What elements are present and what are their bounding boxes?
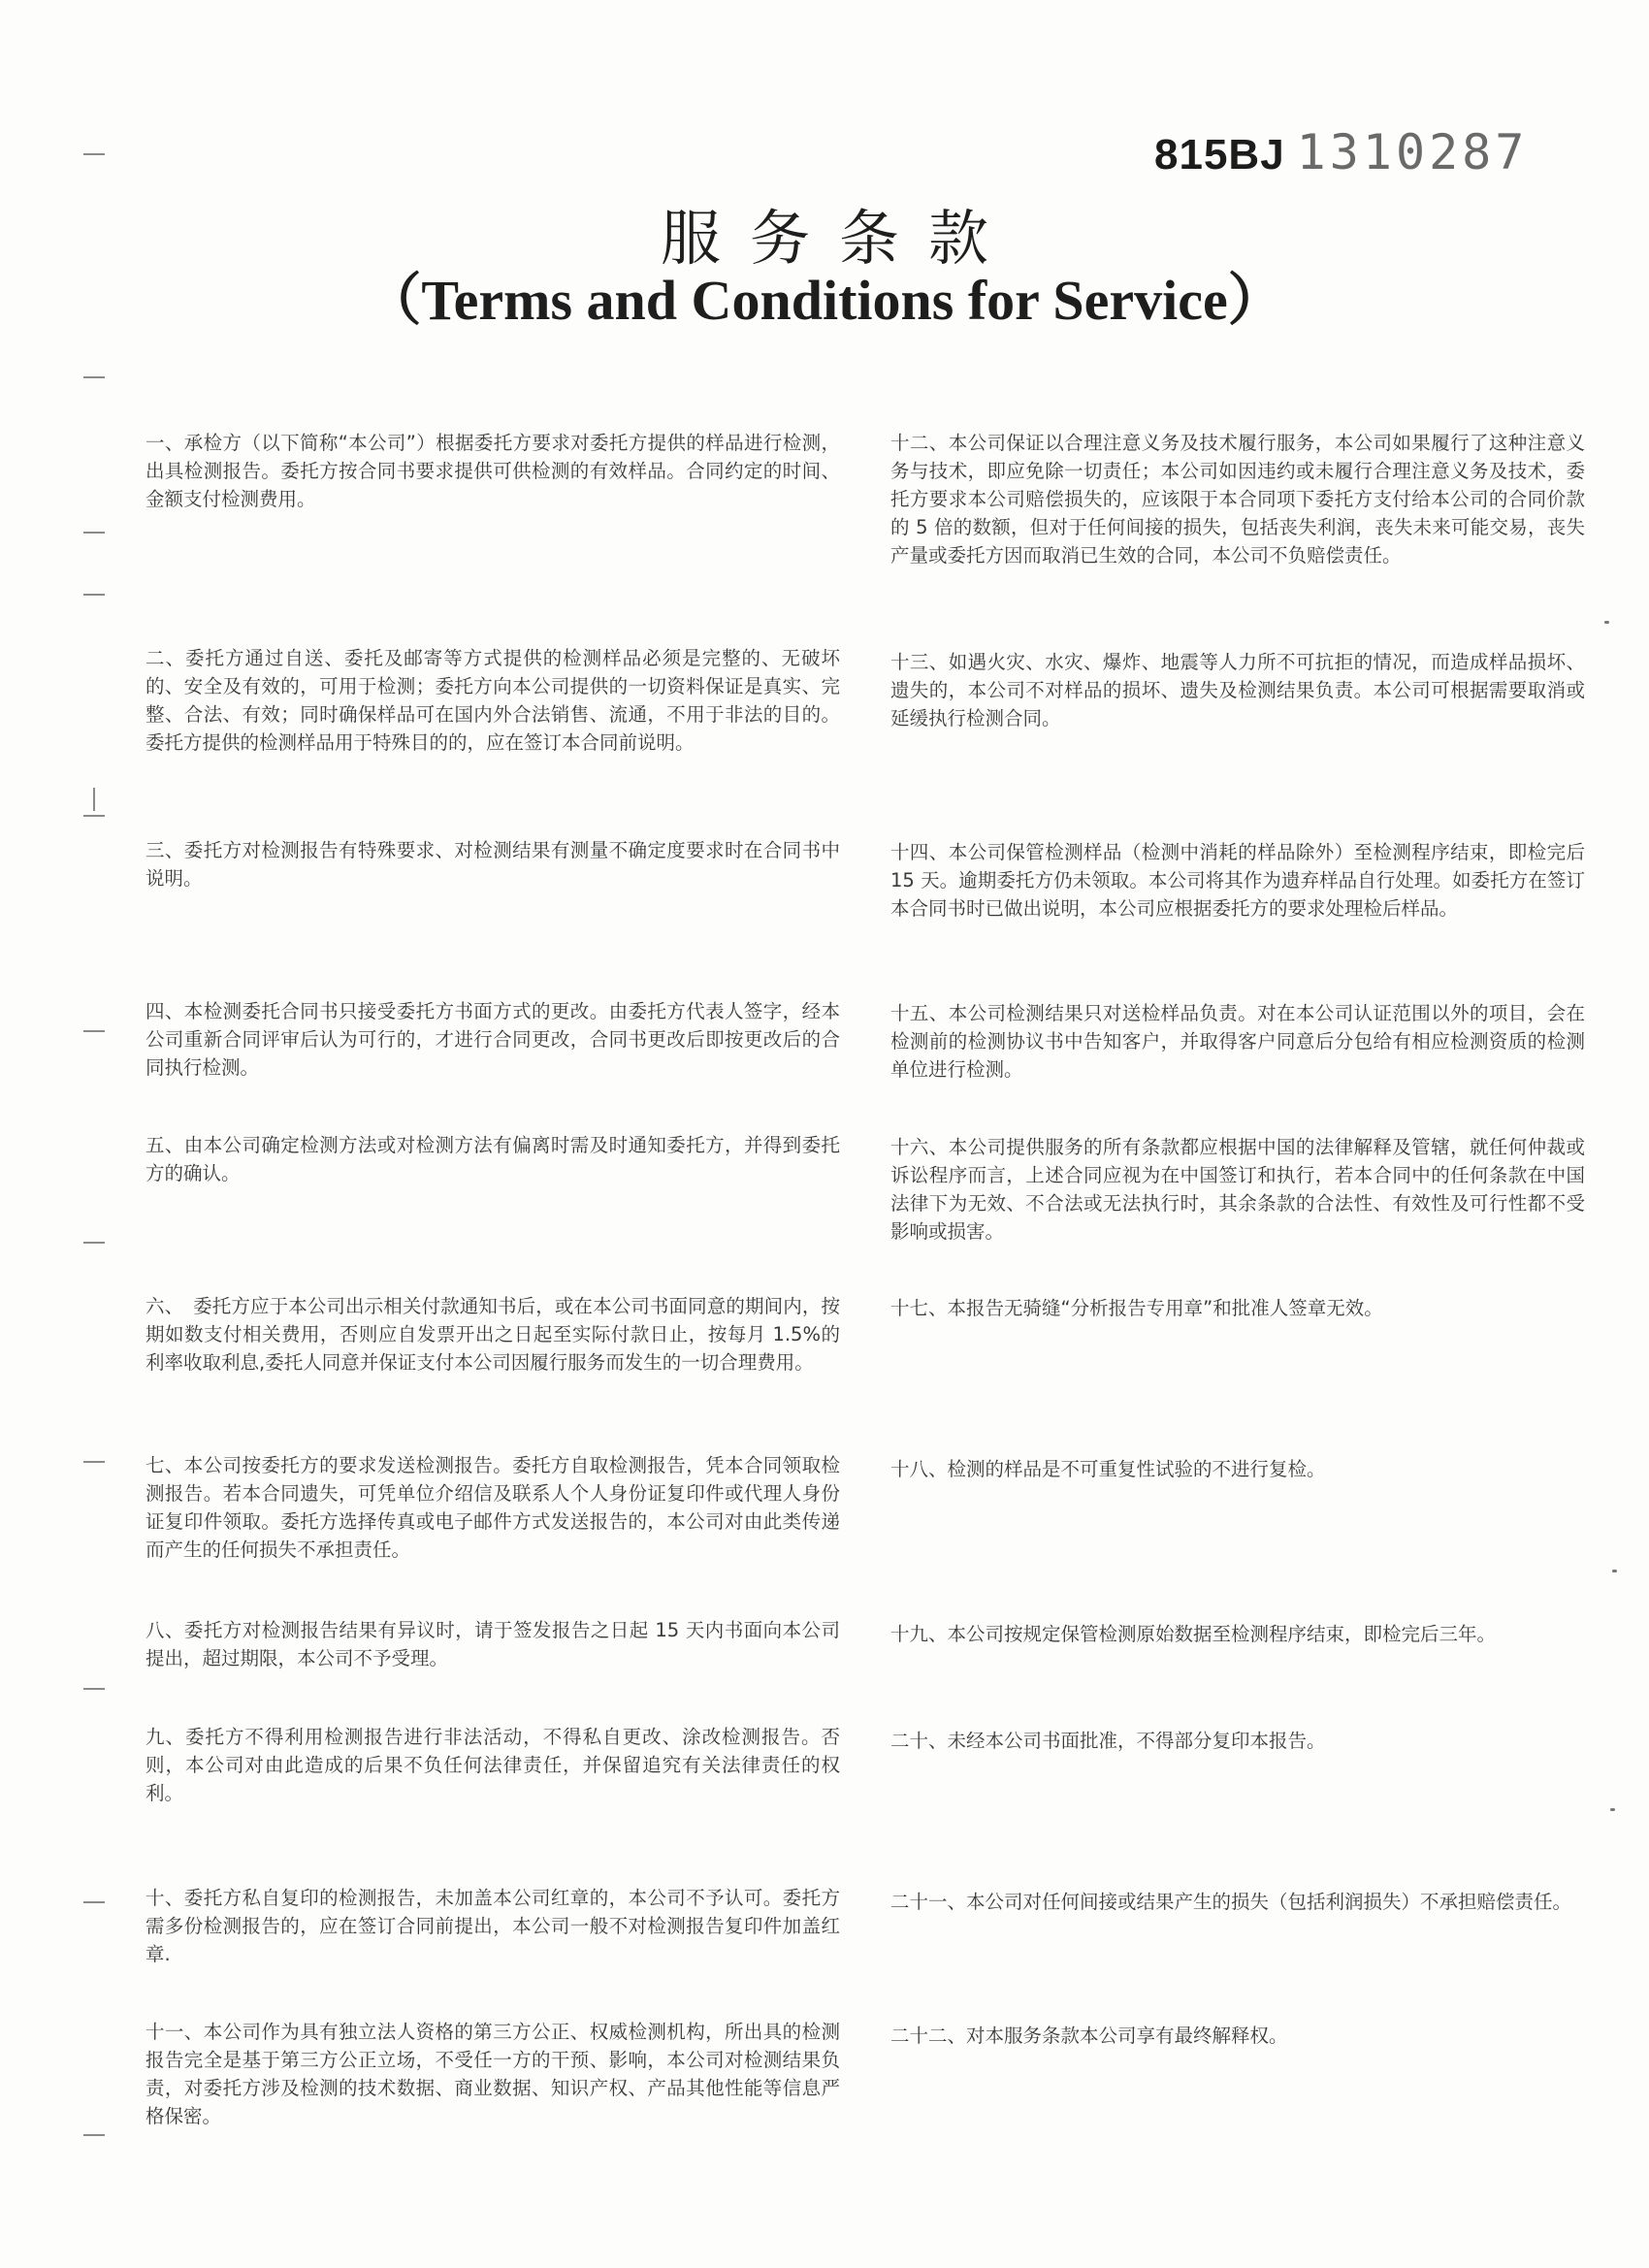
- clause-17: 十七、本报告无骑缝“分析报告专用章”和批准人签章无效。: [890, 1297, 1383, 1319]
- scan-mark: [83, 153, 105, 155]
- clause-8: 八、委托方对检测报告结果有异议时，请于签发报告之日起 15 天内书面向本公司提出，超过期限，本公司不予受理。: [146, 1619, 840, 1669]
- scan-mark: [83, 1901, 105, 1903]
- clause-9: 九、委托方不得利用检测报告进行非法活动，不得私自更改、涂改检测报告。否则，本公司对由此造成的后果不负任何法律责任，并保留追究有关法律责任的权利。: [146, 1726, 840, 1804]
- clause-7: 七、本公司按委托方的要求发送检测报告。委托方自取检测报告，凭本合同领取检测报告。若本合同遗失，可凭单位介绍信及联系人个人身份证复印件或代理人身份证复印件领取。委托方选择传真或电子邮件方式发送报告的，本公司对由此类传递而产生的任何损失不承担责任。: [146, 1454, 840, 1561]
- page-title-english: （Terms and Conditions for Service）: [365, 269, 1284, 332]
- clause-5: 五、由本公司确定检测方法或对检测方法有偏离时需及时通知委托方，并得到委托方的确认。: [146, 1134, 840, 1184]
- clause-10: 十、委托方私自复印的检测报告，未加盖本公司红章的，本公司不予认可。委托方需多份检测报告的，应在签订合同前提出，本公司一般不对检测报告复印件加盖红章.: [146, 1887, 840, 1965]
- document-number-serial: 1310287: [1296, 124, 1529, 180]
- clause-2: 二、委托方通过自送、委托及邮寄等方式提供的检测样品必须是完整的、无破坏的、安全及有效的，可用于检测；委托方向本公司提供的一切资料保证是真实、完整、合法、有效；同时确保样品可在国内外合法销售、流通，不用于非法的目的。委托方提供的检测样品用于特殊目的的，应在签订本合同前说明。: [146, 647, 840, 754]
- clause-18: 十八、检测的样品是不可重复性试验的不进行复检。: [890, 1458, 1326, 1480]
- scan-speck: [1610, 1808, 1615, 1811]
- document-number: [1154, 124, 1528, 180]
- clause-22: 二十二、对本服务条款本公司享有最终解释权。: [890, 2025, 1288, 2047]
- clause-21: 二十一、本公司对任何间接或结果产生的损失（包括利润损失）不承担赔偿责任。: [890, 1891, 1572, 1913]
- clause-11: 十一、本公司作为具有独立法人资格的第三方公正、权威检测机构，所出具的检测报告完全是基于第三方公正立场，不受任一方的干预、影响，本公司对检测结果负责，对委托方涉及检测的技术数据、商业数据、知识产权、产品其他性能等信息严格保密。: [146, 2021, 840, 2127]
- clause-19: 十九、本公司按规定保管检测原始数据至检测程序结束，即检完后三年。: [890, 1623, 1497, 1645]
- scan-mark: [83, 1242, 105, 1244]
- scan-speck: [1604, 621, 1609, 624]
- scan-mark: [93, 788, 95, 811]
- clause-15: 十五、本公司检测结果只对送检样品负责。对在本公司认证范围以外的项目，会在检测前的检测协议书中告知客户，并取得客户同意后分包给有相应检测资质的检测单位进行检测。: [890, 1002, 1585, 1081]
- clause-1: 一、承检方（以下简称“本公司”）根据委托方要求对委托方提供的样品进行检测，出具检测报告。委托方按合同书要求提供可供检测的有效样品。合同约定的时间、金额支付检测费用。: [146, 432, 840, 510]
- scan-mark: [83, 1688, 105, 1690]
- document-number-prefix: 815BJ: [1154, 131, 1285, 178]
- clause-16: 十六、本公司提供服务的所有条款都应根据中国的法律解释及管辖，就任何仲裁或诉讼程序而言，上述合同应视为在中国签订和执行，若本合同中的任何条款在中国法律下为无效、不合法或无法执行时，其余条款的合法性、有效性及可行性都不受影响或损害。: [890, 1136, 1585, 1243]
- clause-4: 四、本检测委托合同书只接受委托方书面方式的更改。由委托方代表人签字，经本公司重新合同评审后认为可行的，才进行合同更改，合同书更改后即按更改后的合同执行检测。: [146, 1000, 840, 1079]
- clause-6: 六、 委托方应于本公司出示相关付款通知书后，或在本公司书面同意的期间内，按期如数支付相关费用，否则应自发票开出之日起至实际付款日止，按每月 1.5%的利率收取利息,委托人同意并保证支付本公司因履行服务而发生的一切合理费用。: [146, 1295, 840, 1374]
- clause-13: 十三、如遇火灾、水灾、爆炸、地震等人力所不可抗拒的情况，而造成样品损坏、遗失的，本公司不对样品的损坏、遗失及检测结果负责。本公司可根据需要取消或延缓执行检测合同。: [890, 651, 1585, 729]
- scan-mark: [83, 594, 105, 596]
- page-title-chinese: 服务条款: [660, 203, 1018, 274]
- scan-mark: [83, 376, 105, 378]
- scan-mark: [83, 2134, 105, 2136]
- scan-speck: [1612, 1570, 1617, 1572]
- scan-mark: [83, 815, 105, 817]
- clause-12: 十二、本公司保证以合理注意义务及技术履行服务，本公司如果履行了这种注意义务与技术，即应免除一切责任；本公司如因违约或未履行合理注意义务及技术，委托方要求本公司赔偿损失的，应该限于本合同项下委托方支付给本公司的合同价款的 5 倍的数额，但对于任何间接的损失，包括丧失利润，丧失未来可能交易，丧失产量或委托方因而取消已生效的合同，本公司不负赔偿责任。: [890, 432, 1585, 567]
- scan-mark: [83, 1461, 105, 1463]
- scan-mark: [83, 1030, 105, 1032]
- clause-20: 二十、未经本公司书面批准，不得部分复印本报告。: [890, 1730, 1326, 1752]
- clause-14: 十四、本公司保管检测样品（检测中消耗的样品除外）至检测程序结束，即检完后 15 天。逾期委托方仍未领取。本公司将其作为遗弃样品自行处理。如委托方在签订本合同书时已做出说明，本公司应根据委托方的要求处理检后样品。: [890, 841, 1585, 920]
- scan-mark: [83, 532, 105, 534]
- clause-3: 三、委托方对检测报告有特殊要求、对检测结果有测量不确定度要求时在合同书中说明。: [146, 839, 840, 890]
